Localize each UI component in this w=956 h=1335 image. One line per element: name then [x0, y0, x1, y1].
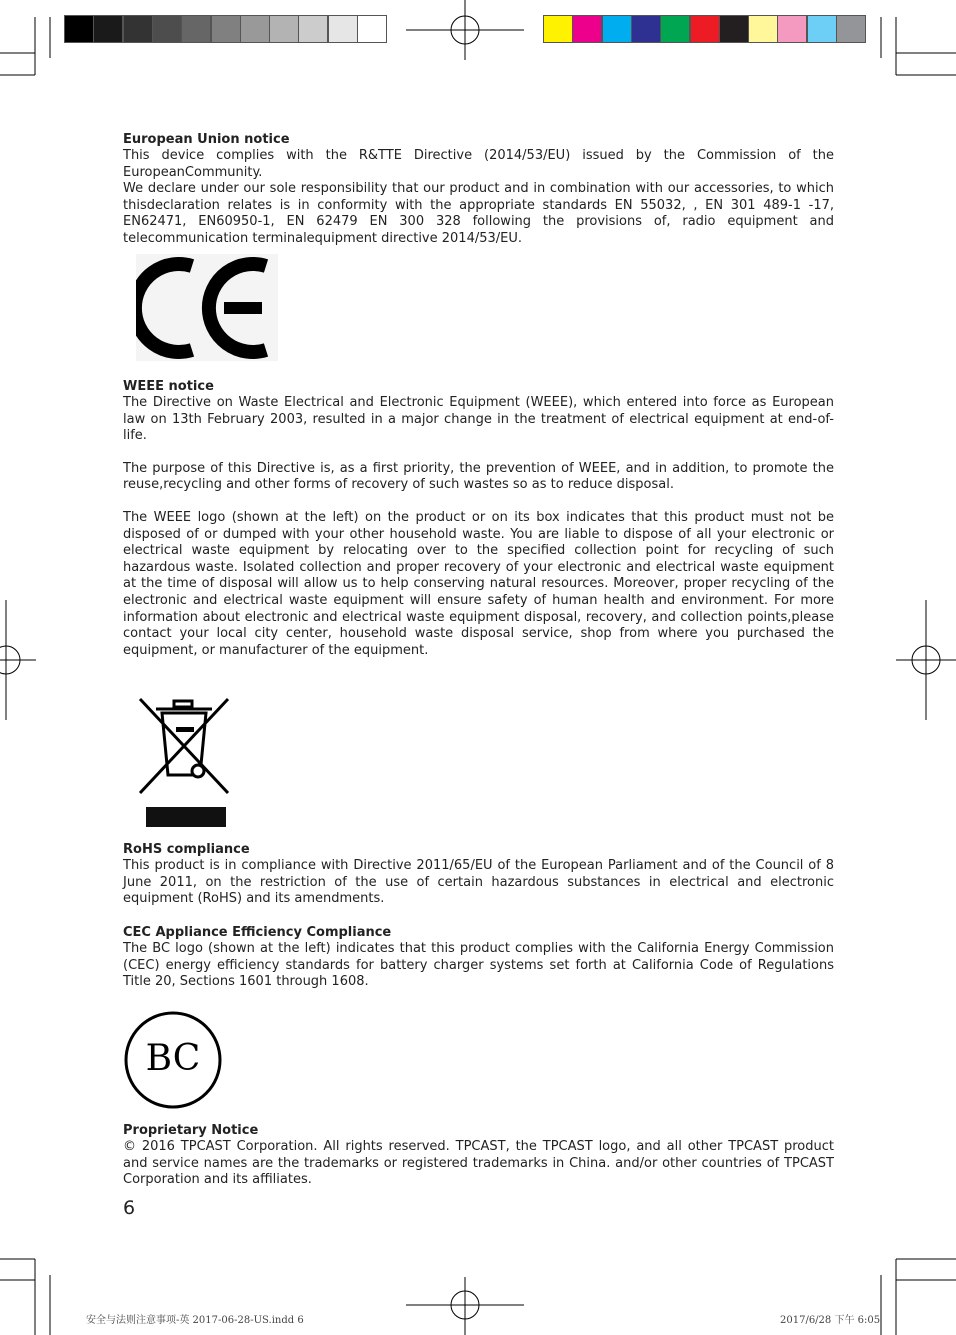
proprietary-title: Proprietary Notice [123, 1123, 259, 1138]
eu-notice-paragraph-1: This device complies with the R&TTE Directive (2014/53/EU) issued by the Commission of the EuropeanCommunity. [123, 148, 834, 180]
slug-timestamp: 2017/6/28 下午 6:05 [780, 1315, 881, 1326]
cec-section [123, 925, 834, 991]
bc-logo [123, 1010, 223, 1110]
rohs-paragraph: This product is in compliance with Directive 2011/65/EU of the European Parliament and of the Council of 8 June 2011, on the restriction of the use of certain hazardous substances in electrical and electronic equipment (RoHS) and its amendments. [123, 858, 834, 907]
page-number: 6 [123, 1197, 136, 1219]
bc-logo-text: BC [145, 1038, 201, 1079]
ce-mark-logo [136, 254, 278, 361]
cec-paragraph: The BC logo (shown at the left) indicates that this product complies with the California Energy Commission (CEC) energy efficiency standards for battery charger systems set forth at California Code of Regulations Title 20, Sections 1601 through 1608. [123, 941, 834, 990]
slug-file-info: 安全与法则注意事项-英 2017-06-28-US.indd 6 [86, 1315, 304, 1326]
weee-crossed-bin-icon [136, 697, 232, 829]
proprietary-paragraph: © 2016 TPCAST Corporation. All rights reserved. TPCAST, the TPCAST logo, and all other TPCAST product and service names are the trademarks or registered trademarks in China. and/or other countries of TPCAST Corporation and its affiliates. [123, 1139, 834, 1188]
weee-notice-title: WEEE notice [123, 379, 214, 394]
rohs-title: RoHS compliance [123, 842, 250, 857]
rohs-section [123, 842, 834, 908]
cec-title: CEC Appliance Efficiency Compliance [123, 925, 392, 940]
proprietary-section [123, 1123, 834, 1189]
registration-mark-top [406, 0, 524, 60]
registration-mark-right [896, 600, 956, 720]
weee-notice-paragraph-2: The purpose of this Directive is, as a first priority, the prevention of WEEE, and in addition, to promote the reuse,recycling and other forms of recovery of such wastes so as to reduce disposal. [123, 460, 834, 493]
weee-notice-section [123, 379, 834, 659]
weee-notice-paragraph-3: The WEEE logo (shown at the left) on the product or on its box indicates that this product must not be disposed of or dumped with your other household waste. You are liable to dispose of all your electronic or electrical waste equipment by relocating over to the specified collection point for recycling of such hazardous waste. Isolated collection and proper recovery of your electronic and electrical waste equipment at the time of disposal will allow us to help conserving natural resources. Moreover, proper recycling of the electronic and electrical waste equipment will ensure safety of human health and environment. For more information about electronic and electrical waste equipment disposal, recovery, and collection points,please contact your local city center, household waste disposal service, shop from where you purchased the equipment, or manufacturer of the equipment. [123, 509, 834, 658]
weee-notice-paragraph-1: The Directive on Waste Electrical and Electronic Equipment (WEEE), which entered into force as European law on 13th February 2003, resulted in a major change in the treatment of electrical equipment at end-of-life. [123, 395, 834, 444]
registration-mark-bottom [406, 1277, 524, 1335]
eu-notice-section [123, 132, 834, 248]
eu-notice-title: European Union notice [123, 132, 290, 147]
eu-notice-paragraph-2: We declare under our sole responsibility that our product and in combination with our accessories, to which thisdeclaration relates is in conformity with the appropriate standards EN 55032, , EN 301 489-1 -17, EN62471, EN60950-1, EN 62479 EN 300 328 following the provisions of, radio equipment and telecommunication terminalequipment directive 2014/53/EU. [123, 181, 834, 246]
registration-mark-left [0, 600, 36, 720]
